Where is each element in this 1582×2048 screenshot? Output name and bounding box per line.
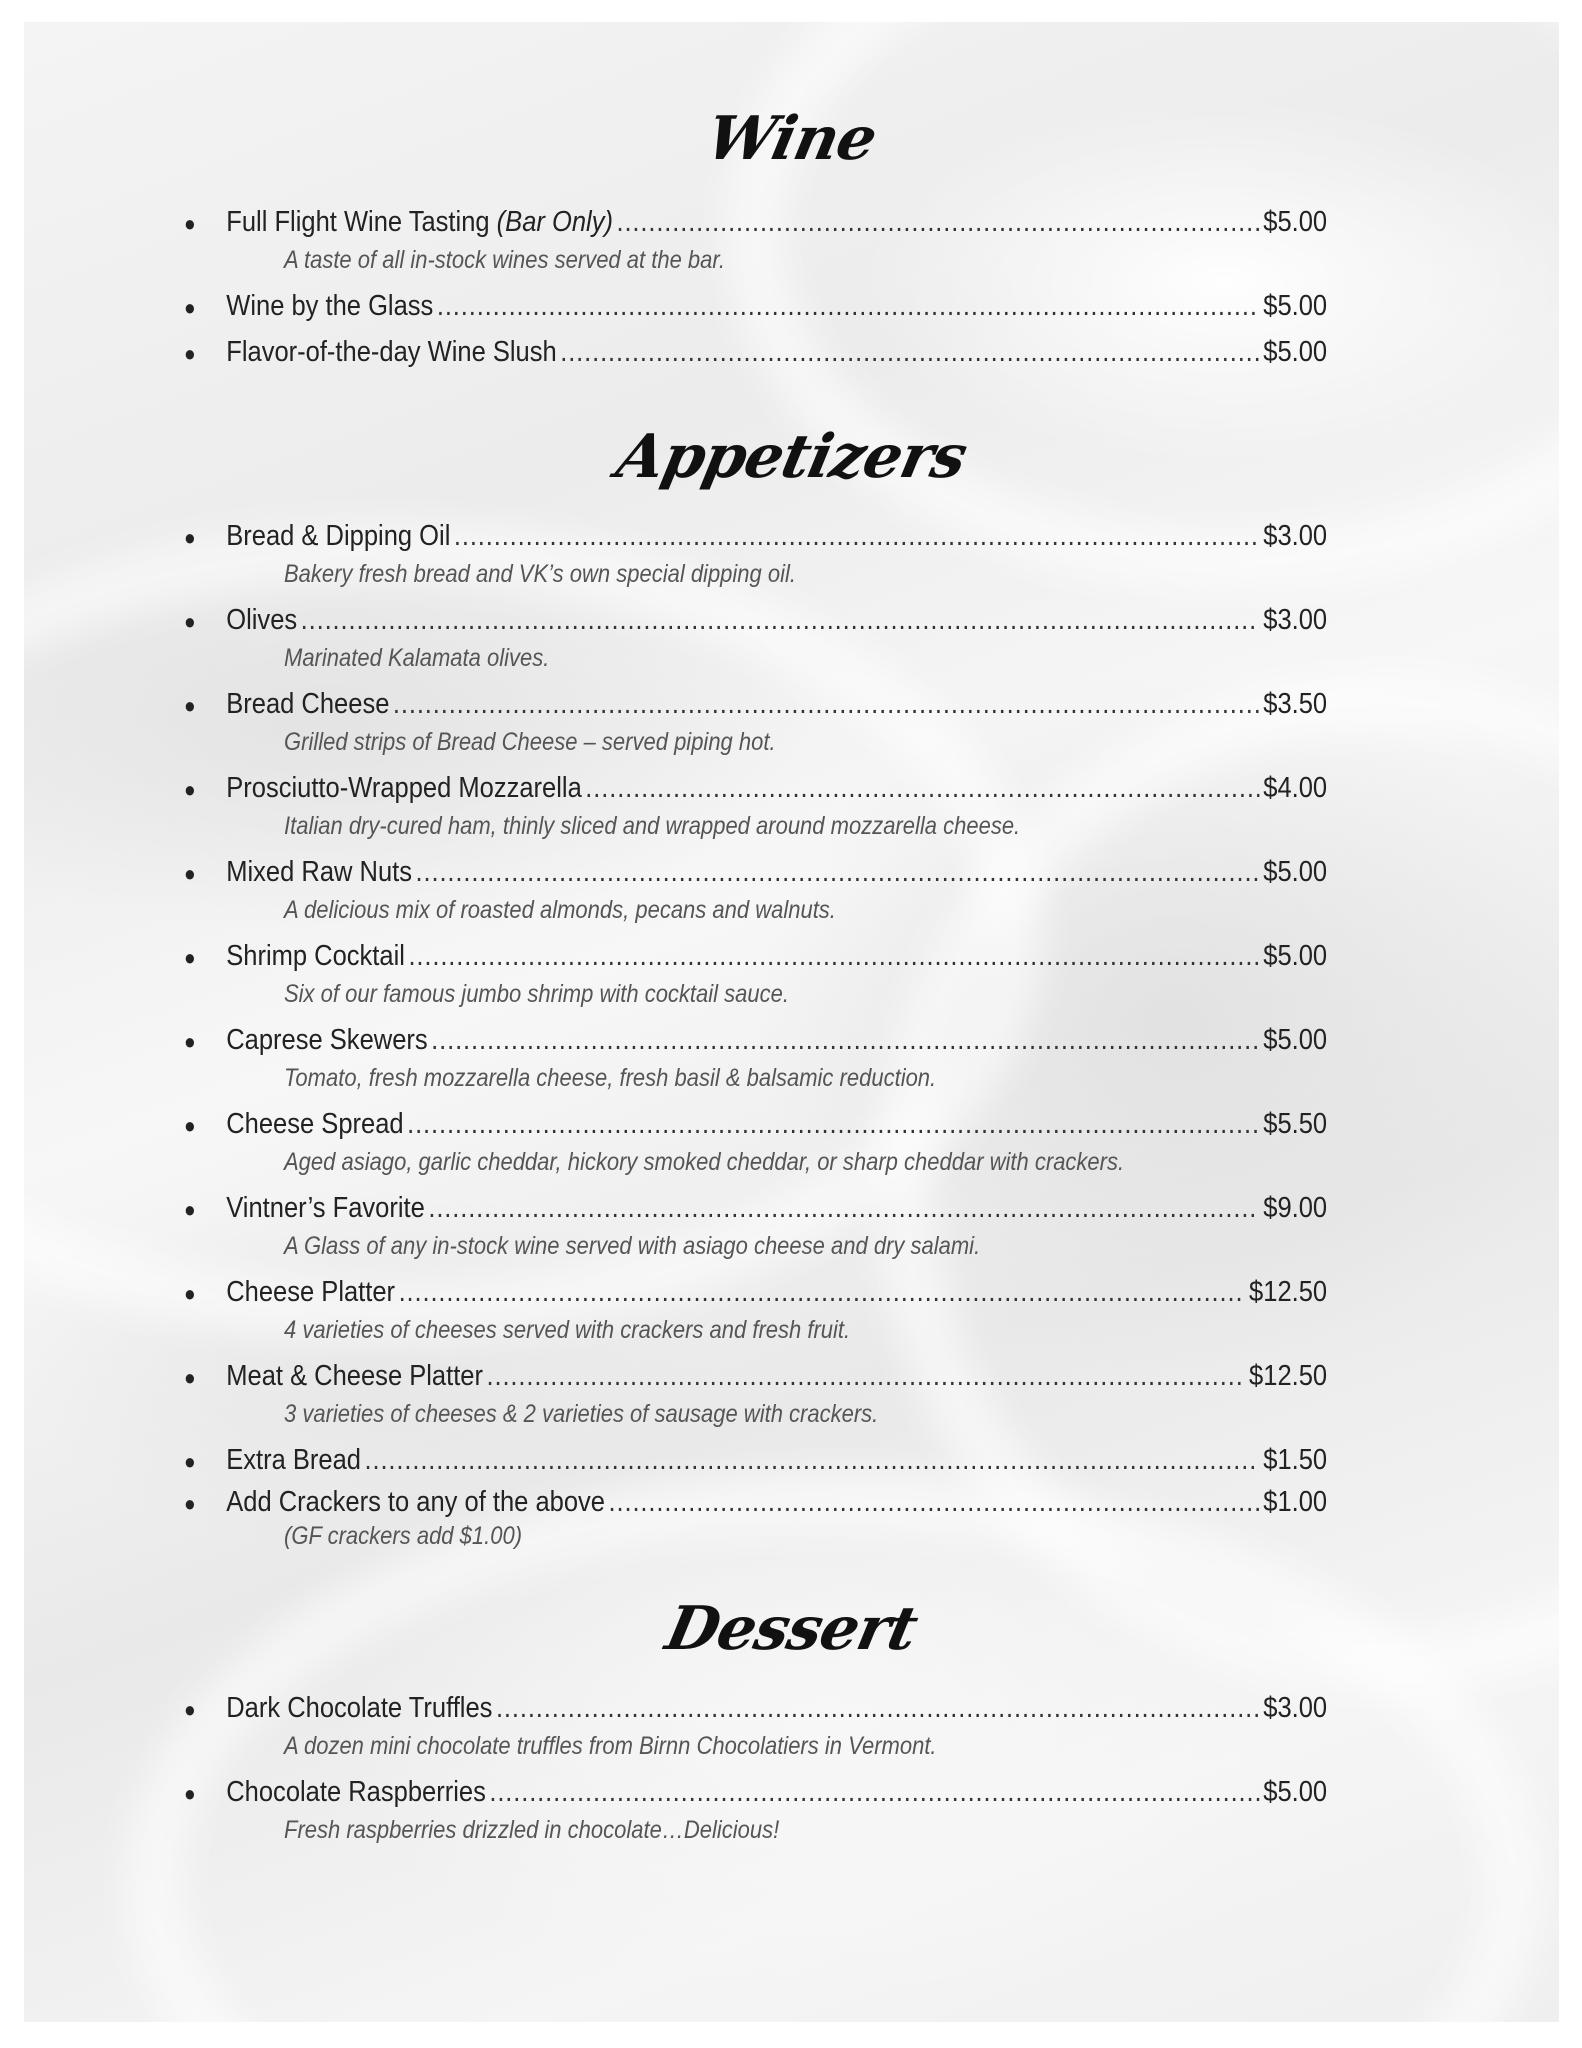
item-price: $3.50 bbox=[1263, 688, 1328, 720]
item-description: Fresh raspberries drizzled in chocolate…Delicious! bbox=[284, 1816, 780, 1844]
item-price: $4.00 bbox=[1263, 772, 1328, 804]
bullet-icon: ● bbox=[184, 861, 196, 886]
item-price: $5.00 bbox=[1263, 940, 1328, 972]
item-description: Six of our famous jumbo shrimp with cocktail sauce. bbox=[284, 980, 789, 1008]
bullet-icon: ● bbox=[184, 295, 196, 320]
item-price: $5.00 bbox=[1263, 1024, 1328, 1056]
item-name: Bread Cheese bbox=[226, 688, 390, 720]
menu-item bbox=[184, 1276, 1327, 1316]
item-name: Full Flight Wine Tasting (Bar Only) bbox=[226, 206, 613, 238]
item-name: Bread & Dipping Oil bbox=[226, 520, 451, 552]
section-title-dessert: Dessert bbox=[659, 1594, 924, 1664]
dot-leader bbox=[487, 1360, 1246, 1393]
bullet-icon: ● bbox=[184, 945, 196, 970]
dot-leader bbox=[393, 688, 1260, 721]
item-price: $1.00 bbox=[1263, 1486, 1328, 1518]
bullet-icon: ● bbox=[184, 1197, 196, 1222]
dot-leader bbox=[416, 856, 1260, 889]
menu-item bbox=[184, 1024, 1327, 1064]
item-name: Add Crackers to any of the above bbox=[226, 1486, 606, 1518]
bullet-icon: ● bbox=[184, 1029, 196, 1054]
item-description: Bakery fresh bread and VK’s own special dipping oil. bbox=[284, 560, 797, 588]
item-price: $3.00 bbox=[1263, 520, 1328, 552]
bullet-icon: ● bbox=[184, 1365, 196, 1390]
dot-leader bbox=[399, 1276, 1246, 1309]
section-title-wine: Wine bbox=[700, 104, 883, 174]
menu-item bbox=[184, 1360, 1327, 1400]
bullet-icon: ● bbox=[184, 525, 196, 550]
bullet-icon: ● bbox=[184, 1697, 196, 1722]
item-price: $3.00 bbox=[1263, 1692, 1328, 1724]
item-name: Cheese Spread bbox=[226, 1108, 404, 1140]
bullet-icon: ● bbox=[184, 1491, 196, 1516]
item-price: $5.00 bbox=[1263, 290, 1328, 322]
item-name: Flavor-of-the-day Wine Slush bbox=[226, 336, 557, 368]
menu-item bbox=[184, 772, 1327, 812]
menu-item bbox=[184, 1692, 1327, 1732]
item-name: Extra Bread bbox=[226, 1444, 362, 1476]
item-price: $3.00 bbox=[1263, 604, 1328, 636]
dot-leader bbox=[585, 772, 1259, 805]
menu-item bbox=[184, 336, 1327, 376]
bullet-icon: ● bbox=[184, 1781, 196, 1806]
item-name: Vintner’s Favorite bbox=[226, 1192, 425, 1224]
menu-item bbox=[184, 1108, 1327, 1148]
item-description: (GF crackers add $1.00) bbox=[284, 1522, 523, 1550]
dot-leader bbox=[301, 604, 1260, 637]
menu-page bbox=[24, 22, 1559, 2022]
item-name: Caprese Skewers bbox=[226, 1024, 428, 1056]
menu-content bbox=[24, 22, 1559, 2022]
dot-leader bbox=[616, 206, 1259, 239]
item-description: A dozen mini chocolate truffles from Birnn Chocolatiers in Vermont. bbox=[284, 1732, 937, 1760]
item-name: Mixed Raw Nuts bbox=[226, 856, 413, 888]
dot-leader bbox=[428, 1192, 1259, 1225]
item-name: Shrimp Cocktail bbox=[226, 940, 405, 972]
bullet-icon: ● bbox=[184, 1113, 196, 1138]
menu-item bbox=[184, 1776, 1327, 1816]
dot-leader bbox=[454, 520, 1260, 553]
item-price: $5.50 bbox=[1263, 1108, 1328, 1140]
item-name: Prosciutto-Wrapped Mozzarella bbox=[226, 772, 582, 804]
dot-leader bbox=[496, 1692, 1260, 1725]
menu-item bbox=[184, 688, 1327, 728]
item-description: A taste of all in-stock wines served at the bar. bbox=[284, 246, 726, 274]
item-description: 3 varieties of cheeses & 2 varieties of sausage with crackers. bbox=[284, 1400, 879, 1428]
dot-leader bbox=[609, 1486, 1260, 1519]
menu-item bbox=[184, 1444, 1327, 1484]
menu-item bbox=[184, 520, 1327, 560]
item-description: Aged asiago, garlic cheddar, hickory smoked cheddar, or sharp cheddar with crackers. bbox=[284, 1148, 1125, 1176]
dot-leader bbox=[489, 1776, 1259, 1809]
section-title-appetizers: Appetizers bbox=[610, 422, 973, 492]
item-price: $5.00 bbox=[1263, 336, 1328, 368]
bullet-icon: ● bbox=[184, 341, 196, 366]
menu-item bbox=[184, 206, 1327, 246]
bullet-icon: ● bbox=[184, 1281, 196, 1306]
item-description: Marinated Kalamata olives. bbox=[284, 644, 550, 672]
item-name: Meat & Cheese Platter bbox=[226, 1360, 483, 1392]
item-description: Grilled strips of Bread Cheese – served piping hot. bbox=[284, 728, 776, 756]
item-price: $12.50 bbox=[1249, 1360, 1328, 1392]
item-description: Italian dry-cured ham, thinly sliced and wrapped around mozzarella cheese. bbox=[284, 812, 1021, 840]
menu-item bbox=[184, 1486, 1327, 1526]
menu-item bbox=[184, 856, 1327, 896]
dot-leader bbox=[431, 1024, 1260, 1057]
item-price: $5.00 bbox=[1263, 1776, 1328, 1808]
item-name: Cheese Platter bbox=[226, 1276, 396, 1308]
dot-leader bbox=[407, 1108, 1260, 1141]
menu-item bbox=[184, 940, 1327, 980]
bullet-icon: ● bbox=[184, 777, 196, 802]
item-description: A Glass of any in-stock wine served with asiago cheese and dry salami. bbox=[284, 1232, 981, 1260]
item-name: Wine by the Glass bbox=[226, 290, 434, 322]
menu-item bbox=[184, 604, 1327, 644]
item-name: Chocolate Raspberries bbox=[226, 1776, 486, 1808]
dot-leader bbox=[408, 940, 1259, 973]
dot-leader bbox=[365, 1444, 1260, 1477]
item-description: 4 varieties of cheeses served with crackers and fresh fruit. bbox=[284, 1316, 851, 1344]
item-price: $5.00 bbox=[1263, 206, 1328, 238]
bullet-icon: ● bbox=[184, 609, 196, 634]
item-price: $1.50 bbox=[1263, 1444, 1328, 1476]
item-description: Tomato, fresh mozzarella cheese, fresh basil & balsamic reduction. bbox=[284, 1064, 937, 1092]
bullet-icon: ● bbox=[184, 1449, 196, 1474]
bullet-icon: ● bbox=[184, 211, 196, 236]
bullet-icon: ● bbox=[184, 693, 196, 718]
dot-leader bbox=[560, 336, 1260, 369]
item-price: $9.00 bbox=[1263, 1192, 1328, 1224]
dot-leader bbox=[437, 290, 1260, 323]
menu-item bbox=[184, 290, 1327, 330]
item-name: Olives bbox=[226, 604, 298, 636]
item-price: $5.00 bbox=[1263, 856, 1328, 888]
item-description: A delicious mix of roasted almonds, pecans and walnuts. bbox=[284, 896, 836, 924]
item-name: Dark Chocolate Truffles bbox=[226, 1692, 493, 1724]
item-price: $12.50 bbox=[1249, 1276, 1328, 1308]
menu-item bbox=[184, 1192, 1327, 1232]
